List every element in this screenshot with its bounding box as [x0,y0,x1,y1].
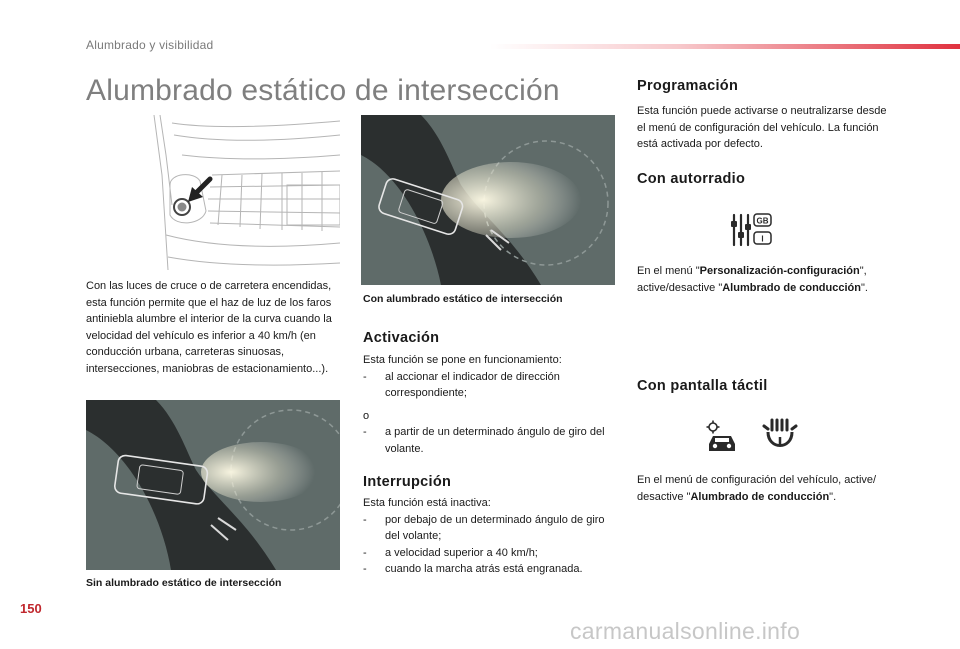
heading-activacion: Activación [363,330,440,346]
page-title: Alumbrado estático de intersección [86,74,560,107]
option-name: Alumbrado de conducción [722,281,861,294]
i-icon-label: I [761,234,764,244]
caption-with: Con alumbrado estático de intersección [363,293,563,305]
photo-with-cornering-light [361,115,615,285]
vehicle-settings-icon [705,420,739,454]
photo-without-cornering-light [86,400,340,570]
intro-paragraph: Con las luces de cruce o de carretera encendidas, esta función permite que el haz de luz de los faros antiniebla alumbre el interior de la curva cuando la velocidad del vehículo es inferior a 40 km/h (en conducción urbana, carreteras sinuosas, intersecciones, maniobras de estacionamiento...). [86,280,332,375]
activacion-list-2 [363,424,613,457]
fog-lamp-illustration [152,115,340,270]
list-item: - por debajo de un determinado ángulo de giro del volante; [363,513,605,542]
interrupcion-block [363,495,613,578]
interrupcion-lead: Esta función está inactiva: [363,497,491,509]
programacion-text: Esta función puede activarse o neutralizarse desde el menú de configuración del vehículo. La función está activada por defecto. [637,105,887,150]
heading-programacion: Programación [637,78,739,94]
page-number: 150 [20,601,42,616]
caption-without: Sin alumbrado estático de intersección [86,577,282,589]
section-header: Alumbrado y visibilidad [86,38,214,52]
gb-icon-label: GB [756,216,769,226]
activacion-list-1 [363,369,613,402]
heading-autorradio: Con autorradio [637,171,746,187]
menu-name: Personalización-configuración [699,265,860,277]
heading-interrupcion: Interrupción [363,474,452,490]
activacion-block [363,352,613,457]
list-item: - a velocidad superior a 40 km/h; [363,546,538,559]
list-item: - al accionar el indicador de dirección correspondiente; [363,370,560,399]
activacion-or: o [363,409,370,422]
header-accent-bar [490,44,960,49]
interrupcion-list [363,512,613,578]
option-name: Alumbrado de conducción [690,490,830,503]
watermark: carmanualsonline.info [570,618,801,644]
pantalla-text: En el menú de configuración del vehículo, active/ desactive "Alumbrado de conducción". [637,474,877,503]
activacion-lead: Esta función se pone en funcionamiento: [363,354,562,366]
autorradio-text: En el menú "Personalización-configuración", active/desactive "Alumbrado de conducción". [637,265,868,294]
list-item: - a partir de un determinado ángulo de giro del volante. [363,426,605,455]
steering-light-icon [760,418,800,454]
list-item: - cuando la marcha atrás está engranada. [363,563,583,575]
heading-pantalla: Con pantalla táctil [637,378,768,394]
settings-sliders-icon [730,212,774,248]
